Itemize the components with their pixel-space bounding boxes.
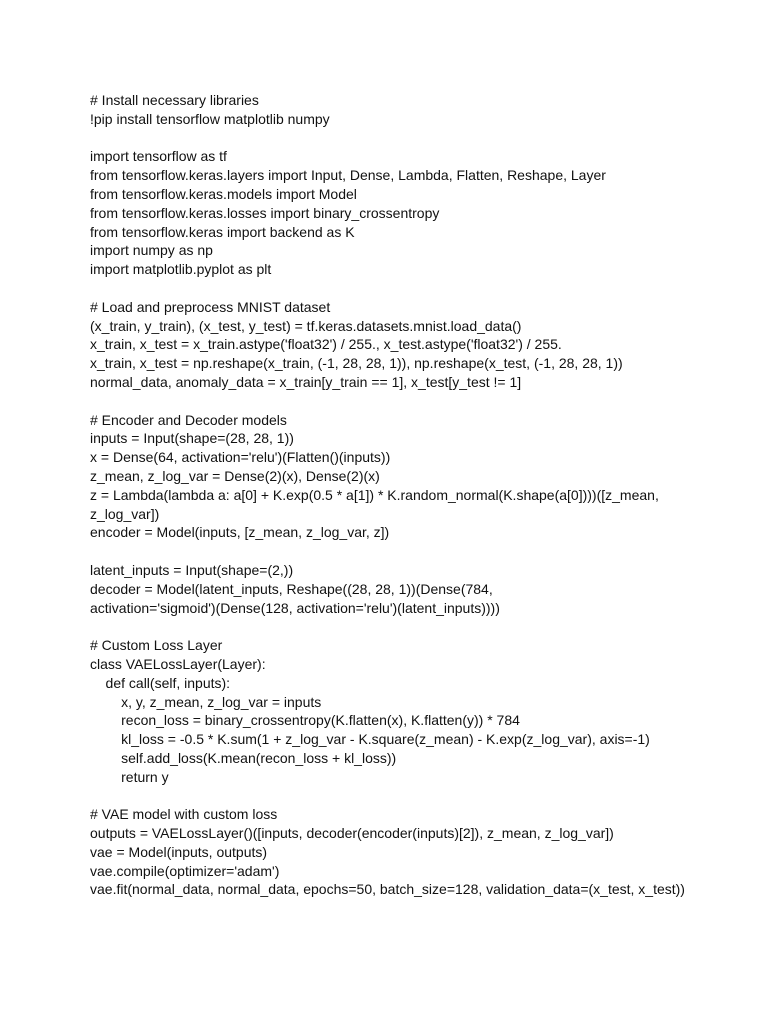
- code-line: self.add_loss(K.mean(recon_loss + kl_loss)): [90, 749, 397, 766]
- comment-line: # Install necessary libraries: [90, 92, 259, 108]
- code-line: outputs = VAELossLayer()([inputs, decoder(encoder(inputs)[2]), z_mean, z_log_var]): [90, 825, 614, 842]
- code-line: inputs = Input(shape=(28, 28, 1)): [90, 430, 294, 447]
- code-line: vae = Model(inputs, outputs): [90, 843, 268, 860]
- code-line: x_train, x_test = x_train.astype('float32') / 255., x_test.astype('float32') / 255.: [90, 336, 562, 353]
- code-line: (x_train, y_train), (x_test, y_test) = tf.keras.datasets.mnist.load_data(): [90, 317, 522, 334]
- code-line: decoder = Model(latent_inputs, Reshape((28, 28, 1))(Dense(784,: [90, 580, 493, 597]
- code-line: activation='sigmoid')(Dense(128, activation='relu')(latent_inputs)))): [90, 599, 500, 616]
- code-line: class VAELossLayer(Layer):: [90, 655, 266, 672]
- code-line: vae.fit(normal_data, normal_data, epochs=50, batch_size=128, validation_data=(x_test, x_test)): [90, 881, 685, 898]
- blank-line: [90, 786, 750, 805]
- comment-line: # VAE model with custom loss: [90, 806, 278, 823]
- blank-line: [90, 542, 750, 561]
- blank-line: [90, 617, 750, 636]
- code-line: from tensorflow.keras.models import Model: [90, 185, 357, 202]
- code-line: x, y, z_mean, z_log_var = inputs: [90, 693, 322, 710]
- code-line: recon_loss = binary_crossentropy(K.flatten(x), K.flatten(y)) * 784: [90, 712, 520, 729]
- code-line: normal_data, anomaly_data = x_train[y_train == 1], x_test[y_test != 1]: [90, 373, 522, 390]
- comment-line: # Load and preprocess MNIST dataset: [90, 298, 331, 315]
- blank-line: [90, 392, 750, 411]
- code-line: import matplotlib.pyplot as plt: [90, 261, 272, 278]
- comment-line: # Custom Loss Layer: [90, 637, 223, 654]
- code-line: return y: [90, 768, 169, 785]
- code-text-block: [90, 91, 750, 899]
- code-line: !pip install tensorflow matplotlib numpy: [90, 110, 330, 127]
- code-line: z_mean, z_log_var = Dense(2)(x), Dense(2)(x): [90, 467, 380, 484]
- code-line: import tensorflow as tf: [90, 148, 227, 165]
- code-line: import numpy as np: [90, 242, 213, 259]
- code-line: x = Dense(64, activation='relu')(Flatten()(inputs)): [90, 449, 391, 466]
- code-line: from tensorflow.keras.losses import binary_crossentropy: [90, 204, 440, 221]
- comment-line: # Encoder and Decoder models: [90, 411, 287, 428]
- code-line: z_log_var]): [90, 505, 160, 522]
- code-line: encoder = Model(inputs, [z_mean, z_log_var, z]): [90, 524, 390, 541]
- code-line: from tensorflow.keras import backend as K: [90, 223, 355, 240]
- code-line: x_train, x_test = np.reshape(x_train, (-1, 28, 28, 1)), np.reshape(x_test, (-1, 28, 28, 1)): [90, 355, 623, 372]
- blank-line: [90, 129, 750, 148]
- blank-line: [90, 279, 750, 298]
- code-line: kl_loss = -0.5 * K.sum(1 + z_log_var - K.square(z_mean) - K.exp(z_log_var), axis=-1): [90, 731, 650, 748]
- code-line: latent_inputs = Input(shape=(2,)): [90, 561, 294, 578]
- code-line: def call(self, inputs):: [90, 674, 231, 691]
- code-line: vae.compile(optimizer='adam'): [90, 862, 280, 879]
- code-line: z = Lambda(lambda a: a[0] + K.exp(0.5 * a[1]) * K.random_normal(K.shape(a[0])))([z_mean,: [90, 486, 659, 503]
- code-line: from tensorflow.keras.layers import Input, Dense, Lambda, Flatten, Reshape, Layer: [90, 167, 606, 184]
